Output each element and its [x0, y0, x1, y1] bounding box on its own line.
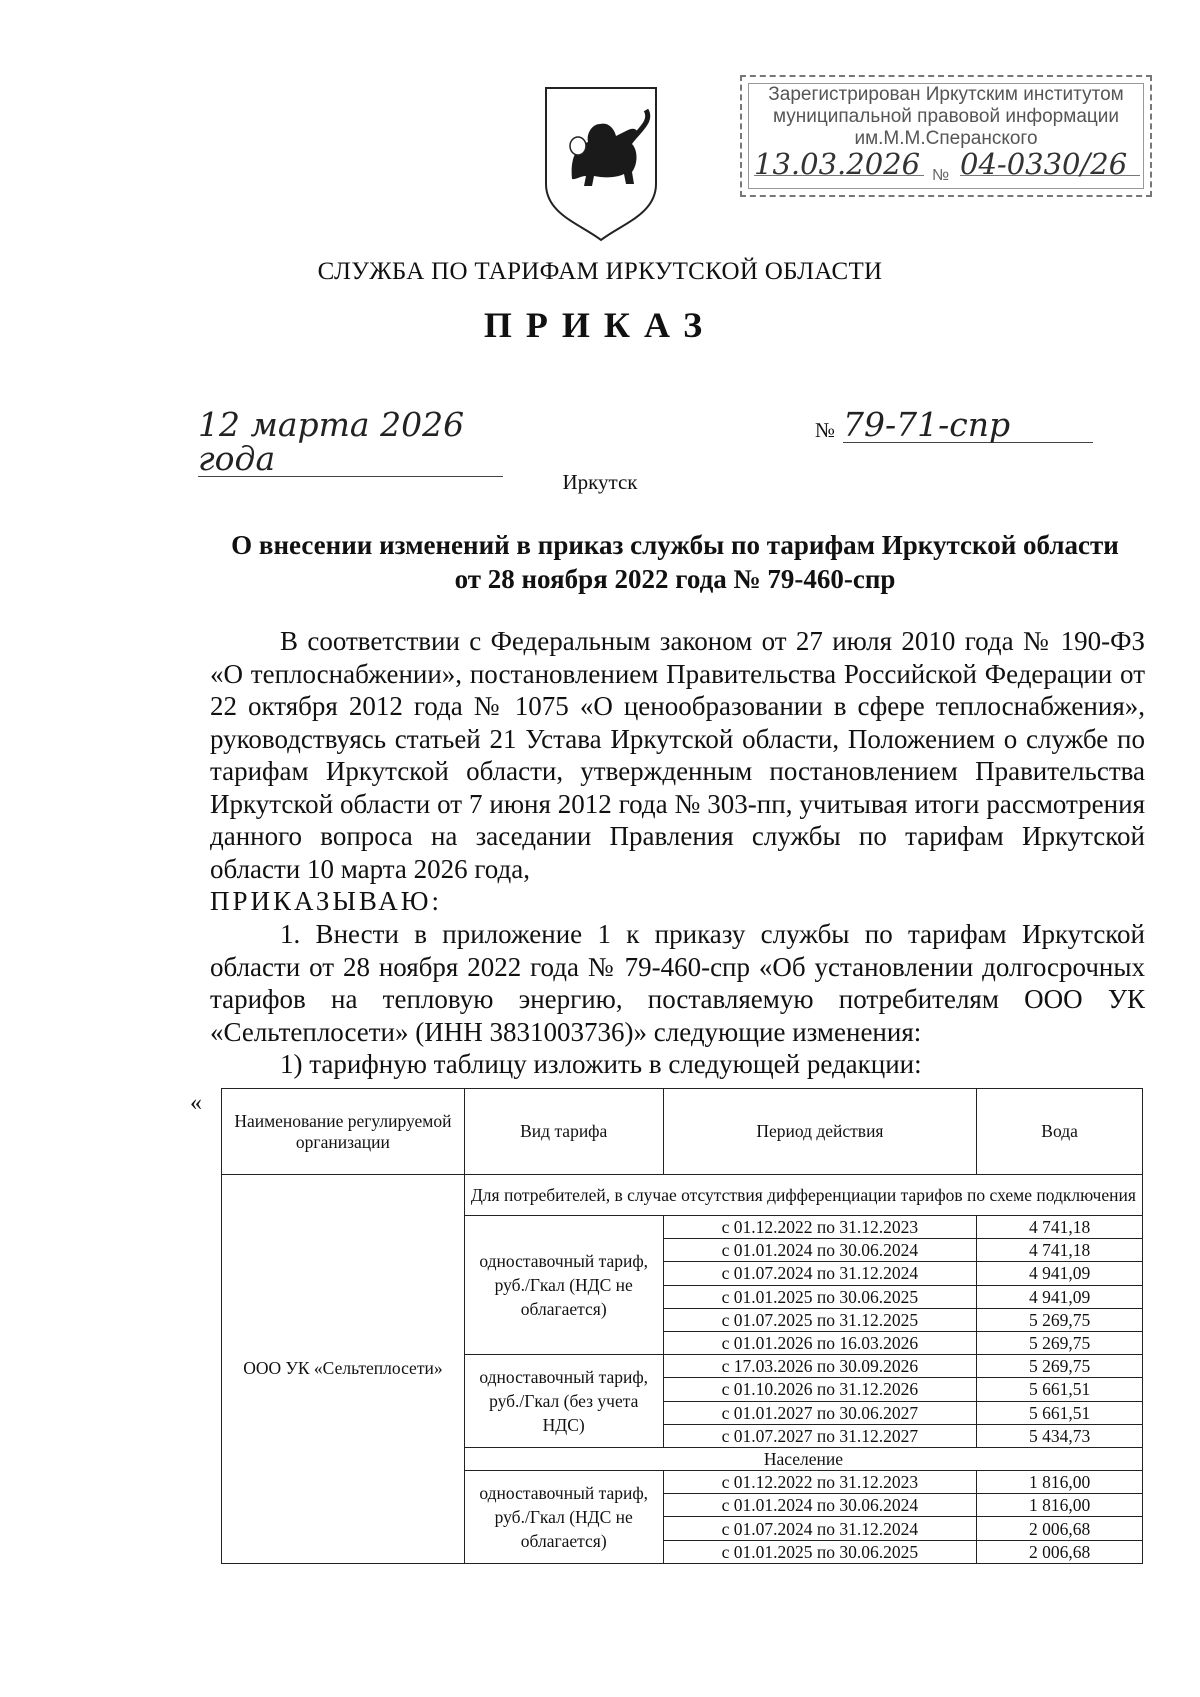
period-cell: с 01.12.2022 по 31.12.2023	[663, 1216, 977, 1239]
period-cell: с 01.10.2026 по 31.12.2026	[663, 1378, 977, 1401]
period-cell: с 01.01.2025 по 30.06.2025	[663, 1285, 977, 1308]
value-cell: 4 741,18	[977, 1239, 1143, 1262]
stamp-line-3: им.М.М.Сперанского	[854, 128, 1038, 149]
city: Иркутск	[562, 470, 638, 494]
order-number: 79-71-спр	[843, 408, 1093, 443]
value-cell: 5 269,75	[977, 1331, 1143, 1354]
opening-quote: «	[190, 1090, 202, 1116]
value-cell: 2 006,68	[977, 1540, 1143, 1563]
value-cell: 5 269,75	[977, 1308, 1143, 1331]
section-heading: Для потребителей, в случае отсутствия дифференциации тарифов по схеме подключения	[464, 1175, 1142, 1216]
period-cell: с 01.12.2022 по 31.12.2023	[663, 1471, 977, 1494]
value-cell: 5 269,75	[977, 1355, 1143, 1378]
organization-cell: ООО УК «Сельтеплосети»	[222, 1175, 465, 1564]
stamp-number-label: №	[932, 167, 950, 184]
document-type: ПРИКАЗ	[483, 305, 717, 345]
stamp-line-1: Зарегистрирован Иркутским институтом	[768, 84, 1124, 105]
table-header-row	[222, 1089, 1143, 1175]
title-line-2: от 28 ноября 2022 года № 79-460-спр	[454, 564, 896, 594]
subitem-1-paragraph: 1) тарифную таблицу изложить в следующей редакции:	[280, 1049, 922, 1079]
registration-stamp	[740, 75, 1152, 197]
stamp-number: 04-0330/26	[960, 153, 1140, 176]
period-cell: с 01.01.2026 по 16.03.2026	[663, 1331, 977, 1354]
value-cell: 1 816,00	[977, 1494, 1143, 1517]
value-cell: 4 941,09	[977, 1285, 1143, 1308]
order-number-label: №	[815, 418, 836, 442]
value-cell: 4 741,18	[977, 1216, 1143, 1239]
stamp-date: 13.03.2026	[754, 153, 924, 176]
period-cell: с 01.01.2024 по 30.06.2024	[663, 1494, 977, 1517]
tariff-kind-cell: одноставочный тариф, руб./Гкал (НДС не облагается)	[464, 1471, 663, 1564]
coat-of-arms-emblem	[542, 84, 660, 242]
period-cell: с 01.01.2025 по 30.06.2025	[663, 1540, 977, 1563]
stamp-line-2: муниципальной правовой информации	[773, 106, 1119, 127]
preamble-paragraph: В соответствии с Федеральным законом от 27 июля 2010 года № 190-ФЗ «О теплоснабжении», постановлением Правительства Российской Федерации от 22 октября 2012 года № 1075 «О ценообразовании в сфере теплоснабжения», руководствуясь статьей 21 Устава Иркутской области, Положением о службе по тарифам Иркутской области, утвержденным постановлением Правительства Иркутской области от 7 июня 2012 года № 303-пп, учитывая итоги рассмотрения данного вопроса на заседании Правления службы по тарифам Иркутской области 10 марта 2026 года,	[210, 626, 1145, 884]
column-header: Вода	[977, 1089, 1143, 1175]
value-cell: 1 816,00	[977, 1471, 1143, 1494]
value-cell: 5 434,73	[977, 1424, 1143, 1447]
period-cell: с 01.07.2024 по 31.12.2024	[663, 1517, 977, 1540]
period-cell: с 01.01.2027 по 30.06.2027	[663, 1401, 977, 1424]
column-header: Наименование регулируемой организации	[222, 1089, 465, 1175]
period-cell: с 01.07.2025 по 31.12.2025	[663, 1308, 977, 1331]
tariff-kind-cell: одноставочный тариф, руб./Гкал (НДС не облагается)	[464, 1216, 663, 1355]
value-cell: 2 006,68	[977, 1517, 1143, 1540]
title-line-1: О внесении изменений в приказ службы по тарифам Иркутской области	[231, 530, 1119, 560]
tariff-kind-cell: одноставочный тариф, руб./Гкал (без учета НДС)	[464, 1355, 663, 1448]
value-cell: 5 661,51	[977, 1401, 1143, 1424]
period-cell: с 01.07.2024 по 31.12.2024	[663, 1262, 977, 1285]
section-heading: Население	[464, 1447, 1142, 1470]
agency-name: СЛУЖБА ПО ТАРИФАМ ИРКУТСКОЙ ОБЛАСТИ	[317, 258, 883, 285]
order-date: 12 марта 2026 года	[198, 408, 503, 477]
order-word: ПРИКАЗЫВАЮ:	[210, 886, 442, 916]
item-1-paragraph: 1. Внести в приложение 1 к приказу службы по тарифам Иркутской области от 28 ноября 2022 года № 79-460-спр «Об установлении долгосрочных тарифов на тепловую энергию, поставляемую потребителям ООО УК «Сельтеплосети» (ИНН 3831003736)» следующие изменения:	[210, 919, 1145, 1047]
document-title	[210, 528, 1140, 596]
period-cell: с 01.07.2027 по 31.12.2027	[663, 1424, 977, 1447]
value-cell: 4 941,09	[977, 1262, 1143, 1285]
column-header: Период действия	[663, 1089, 977, 1175]
period-cell: с 01.01.2024 по 30.06.2024	[663, 1239, 977, 1262]
period-cell: с 17.03.2026 по 30.09.2026	[663, 1355, 977, 1378]
value-cell: 5 661,51	[977, 1378, 1143, 1401]
tariff-table	[221, 1088, 1143, 1564]
column-header: Вид тарифа	[464, 1089, 663, 1175]
